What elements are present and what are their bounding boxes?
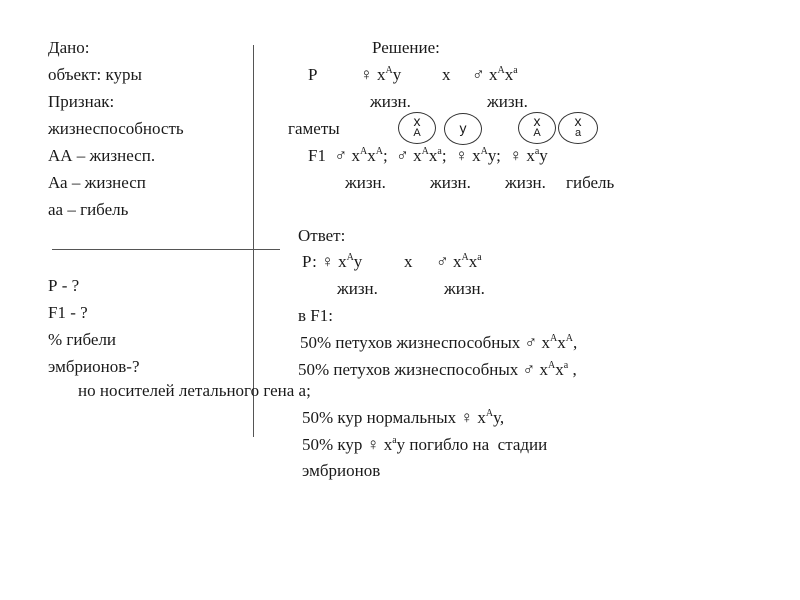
f1-viability-1: жизн. <box>345 173 386 192</box>
gamete-female-y: у <box>444 113 482 145</box>
answer-male-viability: жизн. <box>444 279 485 298</box>
given-aa: аа – гибель <box>48 200 129 219</box>
horizontal-divider <box>52 249 280 250</box>
question-embryos: эмбрионов-? <box>48 357 140 376</box>
f1-viability-3: жизн. <box>505 173 546 192</box>
given-trait: жизнеспособность <box>48 119 184 138</box>
given-trait-label: Признак: <box>48 92 115 111</box>
solution-title: Решение: <box>372 38 440 57</box>
gamete-male-xA: х А <box>518 112 556 144</box>
answer-line-2: 50% петухов жизнеспособных ♂ $х^Ах^а$ , <box>298 360 577 379</box>
p-male-viability: жизн. <box>487 92 528 111</box>
question-death-percent: % гибели <box>48 330 117 349</box>
p-female-viability: жизн. <box>370 92 411 111</box>
answer-line-4-end: эмбрионов <box>302 461 381 480</box>
question-parents: Р - ? <box>48 276 80 295</box>
gametes-label: гаметы <box>288 119 340 138</box>
gamete-male-xa: х а <box>558 112 598 144</box>
p-female-genotype: ♀ $х^Ау$ <box>360 65 402 84</box>
p-label: Р <box>308 65 318 84</box>
answer-line-2-note: но носителей летального гена а; <box>78 381 311 400</box>
answer-in-f1: в F1: <box>298 306 333 325</box>
gamete-female-xA: х А <box>398 112 436 144</box>
answer-cross-sign: х <box>404 252 413 271</box>
given-object: объект: куры <box>48 65 142 84</box>
vertical-divider <box>253 45 254 437</box>
given-Aa: Аа – жизнесп <box>48 173 146 192</box>
question-f1: F1 - ? <box>48 303 88 322</box>
p-cross-sign: х <box>442 65 451 84</box>
answer-line-4: 50% кур ♀ $х^ау$ погибло на стадии <box>302 435 548 454</box>
answer-parents: Р: ♀ $х^Ау$ <box>302 252 363 271</box>
given-title: Дано: <box>48 38 90 57</box>
f1-death: гибель <box>566 173 615 192</box>
given-AA: АА – жизнесп. <box>48 146 156 165</box>
answer-line-3: 50% кур нормальных ♀ $х^Ау$, <box>302 408 505 427</box>
p-male-genotype: ♂ $х^Ах^а$ <box>472 65 518 84</box>
f1-viability-2: жизн. <box>430 173 471 192</box>
answer-line-1: 50% петухов жизнеспособных ♂ $х^Ах^А$, <box>300 333 578 352</box>
answer-title: Ответ: <box>298 226 346 245</box>
answer-female-viability: жизн. <box>337 279 378 298</box>
f1-genotypes: F1 ♂ $х^Ах^А$; ♂ $х^Ах^а$; ♀ $х^Ау$; ♀ $х^ау$ <box>308 146 548 165</box>
answer-male: ♂ $х^Ах^а$ <box>436 252 482 271</box>
